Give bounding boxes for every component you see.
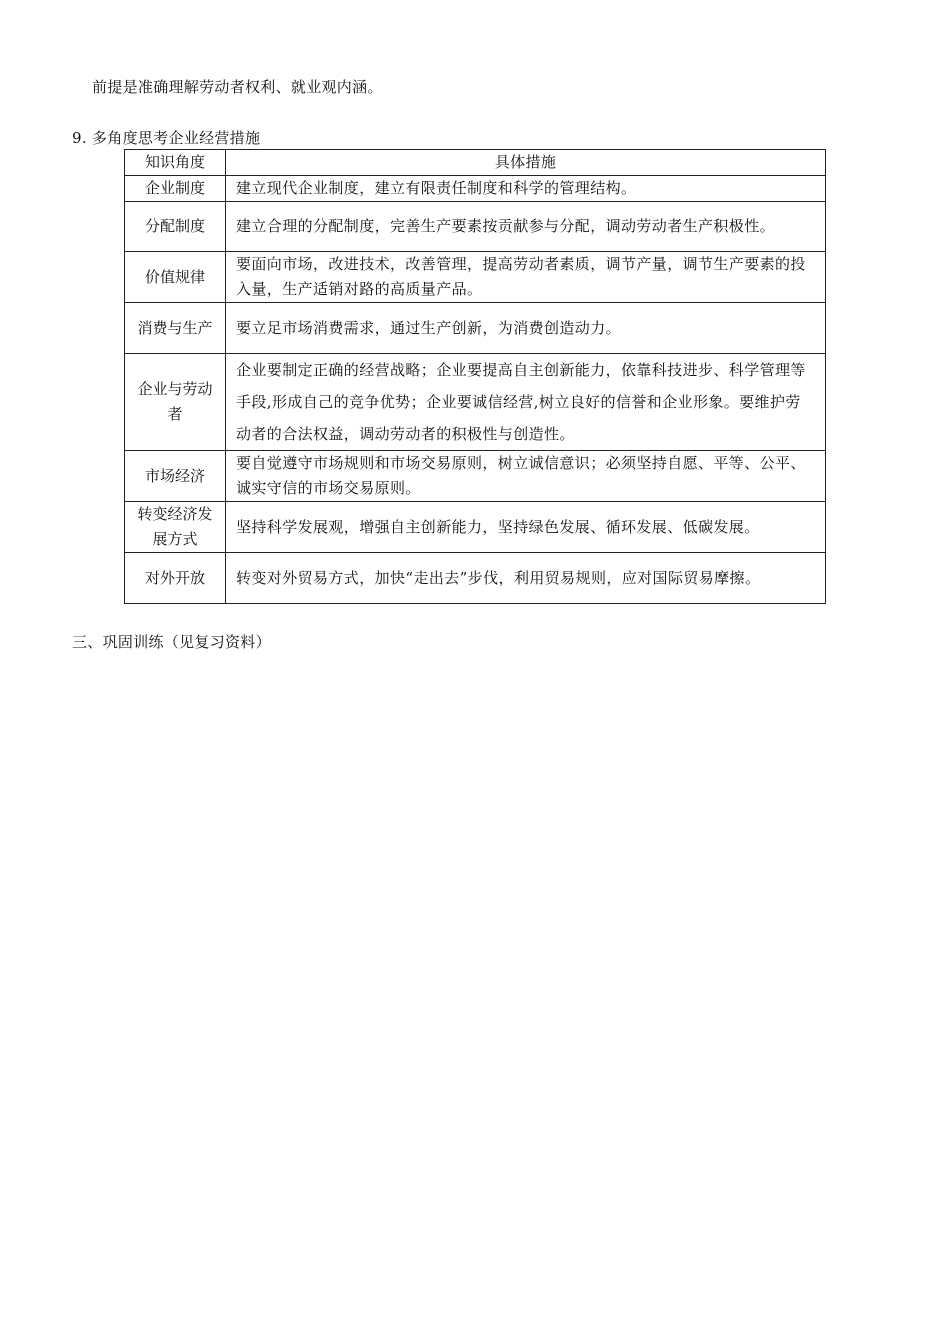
table-row <box>125 553 826 604</box>
table-row <box>125 252 826 303</box>
row-angle: 消费与生产 <box>125 303 226 354</box>
closing-heading: 三、巩固训练（见复习资料） <box>72 633 271 651</box>
header-angle: 知识角度 <box>125 150 226 176</box>
table-header-row <box>125 150 826 176</box>
table-row <box>125 354 826 451</box>
row-measure: 建立现代企业制度，建立有限责任制度和科学的管理结构。 <box>226 176 826 202</box>
business-measures-table <box>124 149 826 604</box>
row-measure: 转变对外贸易方式，加快“走出去”步伐，利用贸易规则，应对国际贸易摩擦。 <box>226 553 826 604</box>
table-row <box>125 451 826 502</box>
table-row <box>125 176 826 202</box>
row-measure: 坚持科学发展观，增强自主创新能力，坚持绿色发展、循环发展、低碳发展。 <box>226 502 826 553</box>
row-measure: 企业要制定正确的经营战略；企业要提高自主创新能力，依靠科技进步、科学管理等手段,形成自己的竞争优势；企业要诚信经营,树立良好的信誉和企业形象。要维护劳动者的合法权益，调动劳动者的积极性与创造性。 <box>226 354 826 451</box>
row-angle: 转变经济发展方式 <box>125 502 226 553</box>
row-angle: 企业制度 <box>125 176 226 202</box>
table-row <box>125 202 826 252</box>
row-angle: 价值规律 <box>125 252 226 303</box>
row-measure: 要自觉遵守市场规则和市场交易原则，树立诚信意识；必须坚持自愿、平等、公平、诚实守信的市场交易原则。 <box>226 451 826 502</box>
section-title: 9. 多角度思考企业经营措施 <box>72 129 261 147</box>
row-measure: 建立合理的分配制度，完善生产要素按贡献参与分配，调动劳动者生产积极性。 <box>226 202 826 252</box>
header-measure: 具体措施 <box>226 150 826 176</box>
row-angle: 企业与劳动者 <box>125 354 226 451</box>
table-row <box>125 502 826 553</box>
table-row <box>125 303 826 354</box>
row-measure: 要立足市场消费需求，通过生产创新，为消费创造动力。 <box>226 303 826 354</box>
row-angle: 市场经济 <box>125 451 226 502</box>
row-angle: 对外开放 <box>125 553 226 604</box>
row-measure: 要面向市场，改进技术，改善管理，提高劳动者素质，调节产量，调节生产要素的投入量，生产适销对路的高质量产品。 <box>226 252 826 303</box>
intro-text: 前提是准确理解劳动者权利、就业观内涵。 <box>92 78 383 96</box>
row-angle: 分配制度 <box>125 202 226 252</box>
